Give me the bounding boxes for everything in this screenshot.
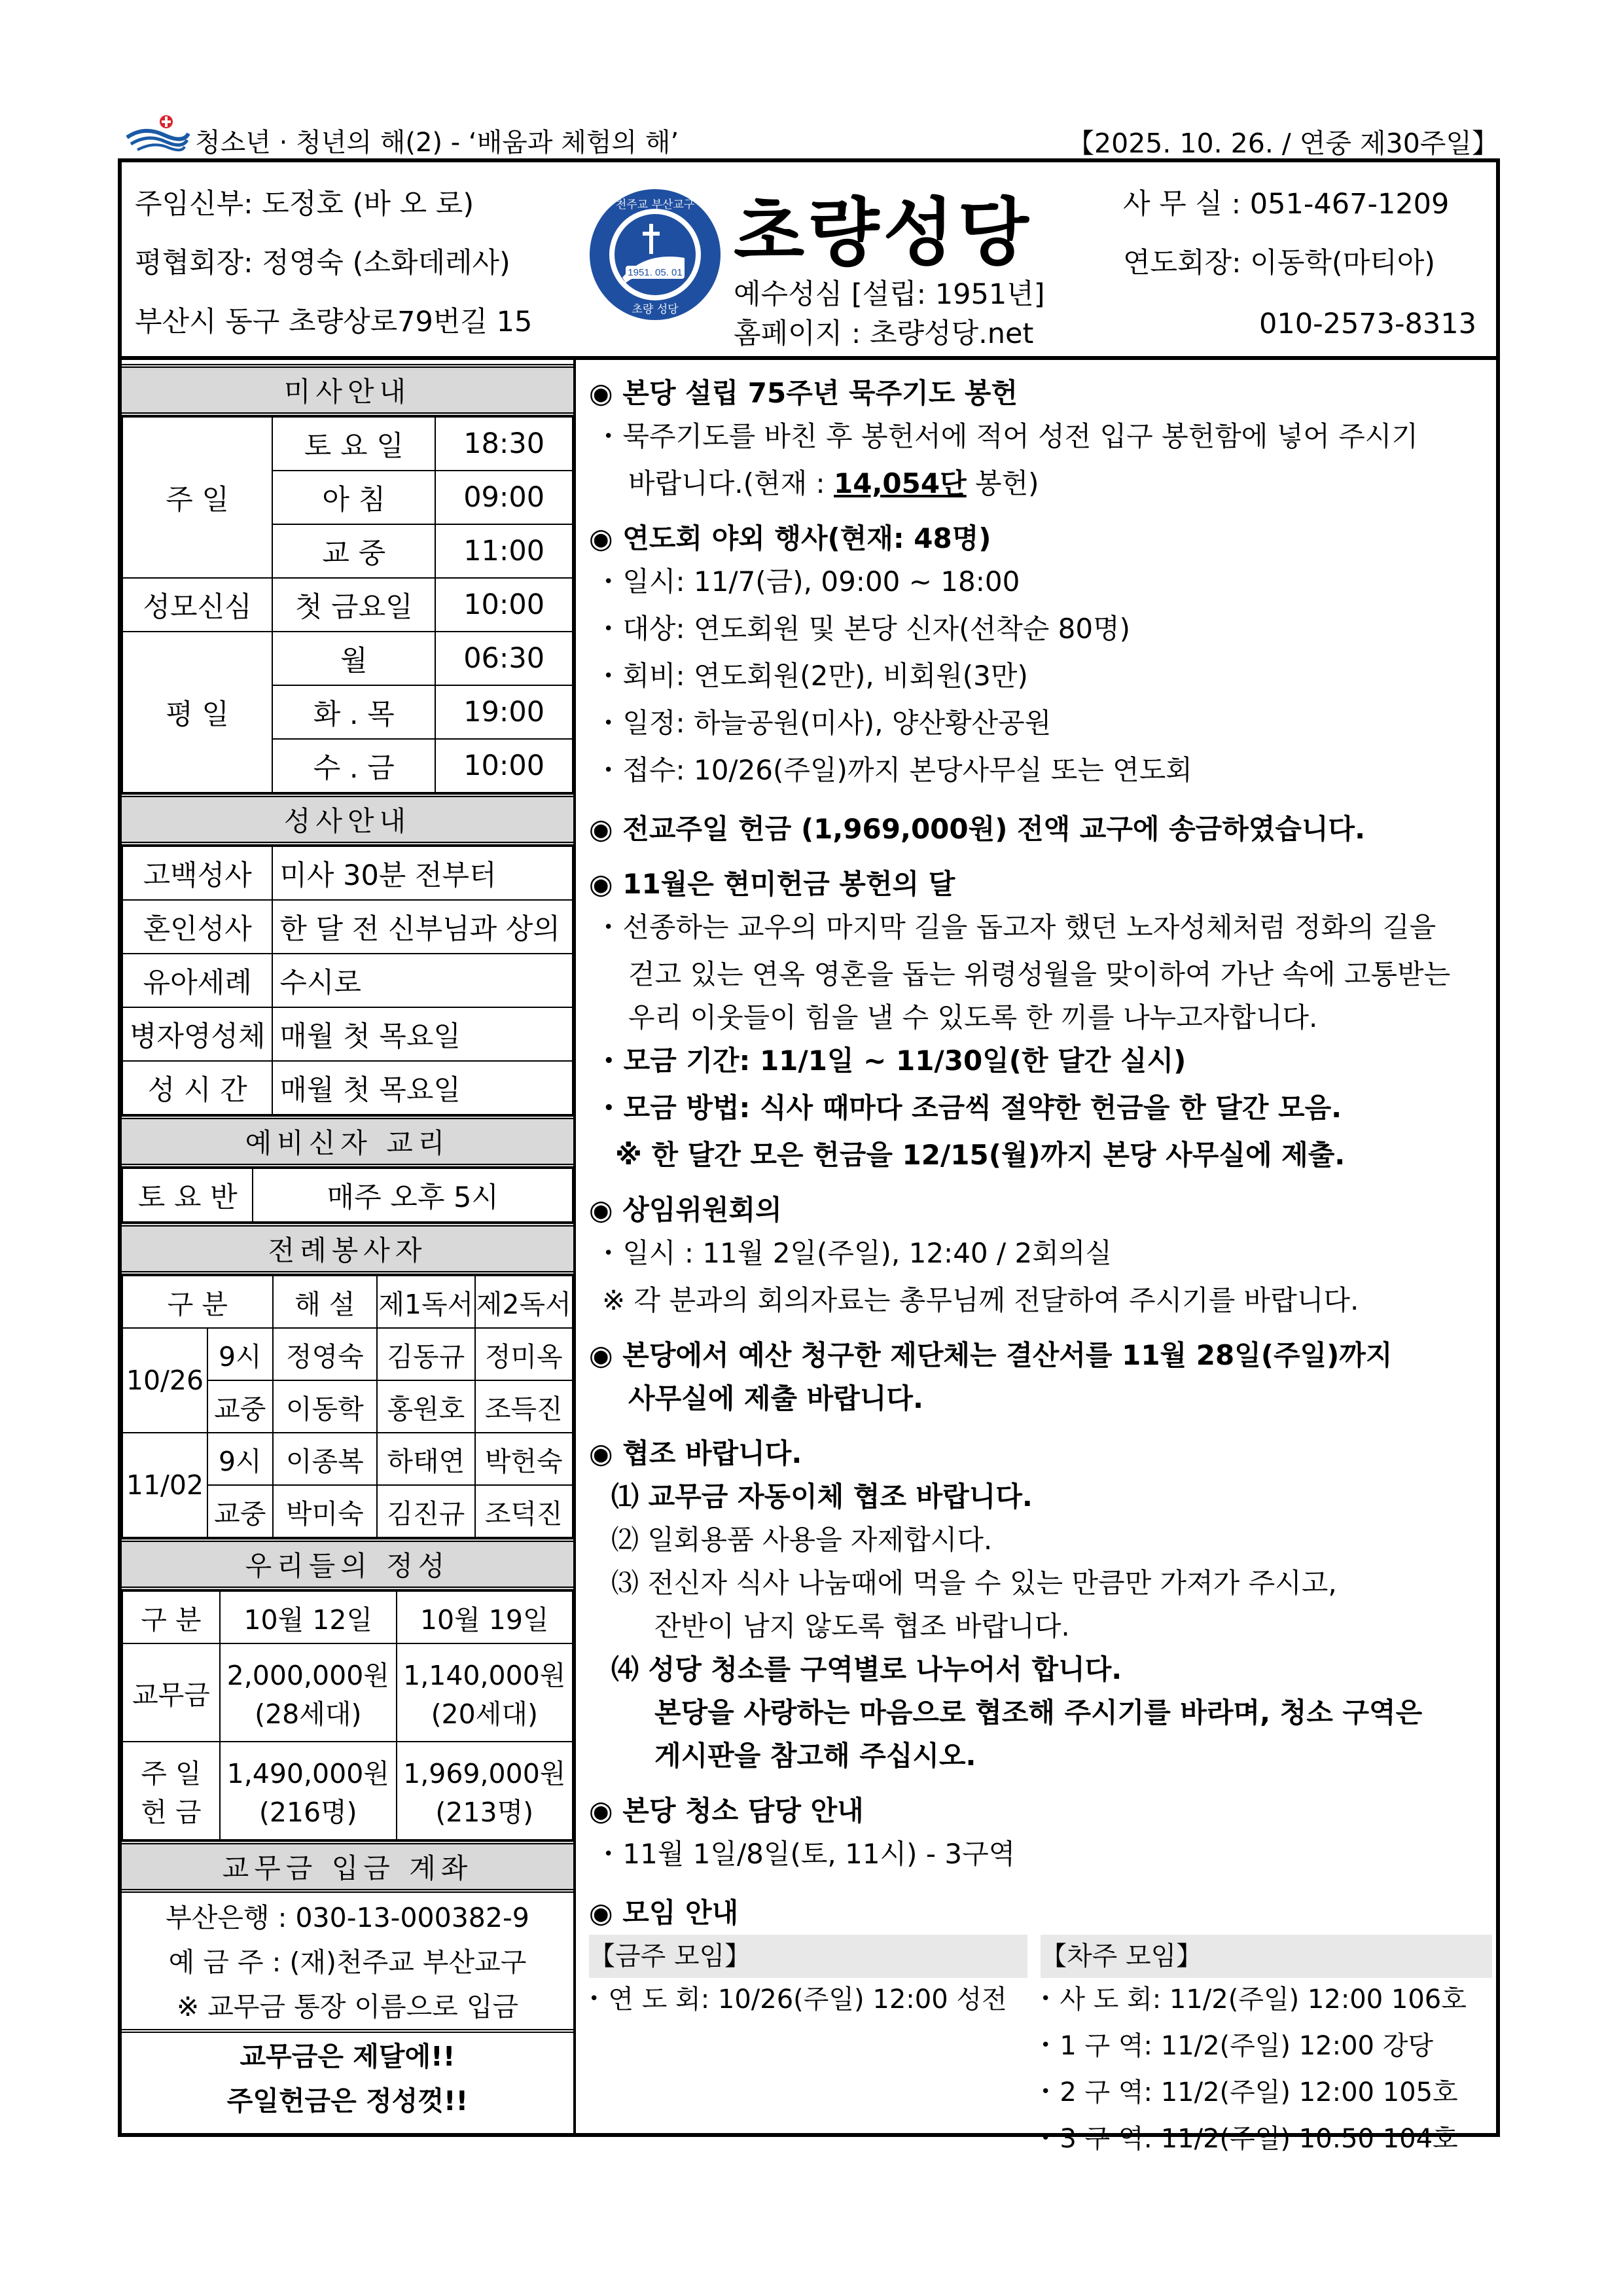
- offering-amount: 2,000,000원: [226, 1660, 389, 1691]
- notice-line: 본당을 사랑하는 마음으로 협조해 주시기를 바라며, 청소 구역은: [654, 1696, 1423, 1729]
- notice-line: • 회비: 연도회원(2만), 비회원(3만): [589, 655, 1492, 702]
- this-week-meetings: [589, 1935, 1041, 2164]
- notices-column: [589, 372, 1492, 2164]
- offering-count: (20세대): [431, 1698, 538, 1730]
- notice-heading: ◉ 협조 바랍니다.: [589, 1437, 802, 1469]
- mass-table: [122, 416, 573, 793]
- notice-heading: ◉ 상임위원회의: [589, 1194, 782, 1226]
- notice-heading: ◉ 모임 안내: [589, 1897, 739, 1929]
- slogan-line: 주일헌금은 정성껏!!: [226, 2085, 469, 2117]
- sacrament-label: 혼인성사: [122, 900, 272, 954]
- notice-line: ⑴ 교무금 자동이체 협조 바랍니다.: [611, 1480, 1033, 1513]
- notice-heading: ◉ 11월은 현미헌금 봉헌의 달: [589, 868, 955, 900]
- liturgy-cell: 9시: [207, 1328, 273, 1380]
- notice-line: 게시판을 참고해 주십시오.: [654, 1740, 976, 1772]
- mass-day: 수 . 금: [272, 739, 435, 793]
- offering-title: 우리들의 정성: [122, 1538, 573, 1590]
- council-line: 평협회장: 정영숙 (소화데레사): [135, 247, 510, 279]
- liturgy-cell: 조덕진: [475, 1485, 573, 1537]
- meeting-line: • 2 구 역: 11/2(주일) 12:00 105호: [1041, 2071, 1492, 2117]
- liturgy-cell: 박헌숙: [475, 1433, 573, 1485]
- mass-day: 토 요 일: [272, 417, 435, 471]
- notice-line: 잔반이 남지 않도록 협조 바랍니다.: [654, 1610, 1070, 1642]
- column-divider: [573, 359, 576, 2133]
- elder-phone: 010-2573-8313: [1259, 308, 1476, 340]
- top-line: [118, 118, 1499, 159]
- liturgy-cell: 김동규: [377, 1328, 474, 1380]
- parish-seal: [586, 186, 724, 323]
- notice-line: ⑶ 전신자 식사 나눔때에 먹을 수 있는 만큼만 가져가 주시고,: [611, 1567, 1337, 1599]
- offering-cell: [397, 1742, 573, 1840]
- mass-time: 11:00: [435, 524, 573, 578]
- homepage-link[interactable]: 홈페이지 : 초량성당.net: [734, 317, 1034, 350]
- offering-head: 10월 19일: [397, 1591, 573, 1643]
- left-column: [122, 364, 573, 2123]
- notice-heading: ◉ 본당 설립 75주년 묵주기도 봉헌: [589, 377, 1018, 409]
- mass-day: 월: [272, 632, 435, 685]
- notice-line: 사무실에 제출 바랍니다.: [628, 1382, 923, 1414]
- weekday-label: 평 일: [122, 632, 272, 793]
- catechism-table: [122, 1168, 573, 1223]
- notice-heading: ◉ 전교주일 헌금 (1,969,000원) 전액 교구에 송금하였습니다.: [589, 813, 1366, 845]
- liturgy-title: 전례봉사자: [122, 1223, 573, 1275]
- account-title: 교무금 입금 계좌: [122, 1840, 573, 1893]
- mass-time: 19:00: [435, 685, 573, 739]
- meeting-line: • 3 구 역: 11/2(주일) 10:50 104호: [1041, 2117, 1492, 2164]
- notice-text: 봉헌): [966, 467, 1039, 499]
- heart-label: 성모신심: [122, 578, 272, 632]
- notice-line: ※ 한 달간 모은 헌금을 12/15(월)까지 본당 사무실에 제출.: [615, 1139, 1346, 1171]
- notice-line: • 11월 1일/8일(토, 11시) - 3구역: [589, 1833, 1492, 1880]
- notice-line: ※ 각 분과의 회의자료는 총무님께 전달하여 주시기를 바랍니다.: [602, 1284, 1359, 1316]
- pastor-line: 주임신부: 도정호 (바 오 로): [135, 188, 474, 221]
- notice-heading: ◉ 본당 청소 담당 안내: [589, 1795, 864, 1827]
- liturgy-cell: 이종복: [273, 1433, 377, 1485]
- catechism-title: 예비신자 교리: [122, 1115, 573, 1168]
- offering-cell: [397, 1643, 573, 1742]
- sacrament-table: [122, 846, 573, 1115]
- liturgy-date: 10/26: [122, 1328, 207, 1433]
- next-week-meetings: [1041, 1935, 1492, 2164]
- account-info: [122, 1893, 573, 2029]
- notice-heading: ◉ 본당에서 예산 청구한 제단체는 결산서를 11월 28일(주일)까지: [589, 1339, 1393, 1371]
- sacrament-value: 수시로: [272, 954, 573, 1007]
- sacrament-label: 고백성사: [122, 846, 272, 900]
- mass-time: 09:00: [435, 471, 573, 524]
- offering-label-line: 주 일: [141, 1758, 202, 1789]
- offering-cell: [220, 1742, 396, 1840]
- sacrament-value: 미사 30분 전부터: [272, 846, 573, 900]
- liturgy-cell: 박미숙: [273, 1485, 377, 1537]
- seal-ring: 천주교 부산교구: [615, 198, 695, 211]
- notice-line: • 모금 방법: 식사 때마다 조금씩 절약한 헌금을 한 달간 모음.: [589, 1086, 1492, 1134]
- bulletin-header: [118, 158, 1500, 360]
- liturgy-cell: 김진규: [377, 1485, 474, 1537]
- notice-line: 걷고 있는 연옥 영혼을 돕는 위령성월을 맞이하여 가난 속에 고통받는: [628, 958, 1451, 990]
- offering-head: 구 분: [122, 1591, 220, 1643]
- patron-line: 예수성심 [설립: 1951년]: [734, 278, 1045, 311]
- next-week-head: 【차주 모임】: [1041, 1935, 1492, 1978]
- liturgy-table: [122, 1275, 573, 1538]
- meetings-grid: [589, 1935, 1492, 2164]
- offering-amount: 1,969,000원: [403, 1758, 566, 1789]
- catechism-label: 토 요 반: [122, 1168, 253, 1222]
- this-week-head: 【금주 모임】: [589, 1935, 1027, 1978]
- mass-time: 06:30: [435, 632, 573, 685]
- mass-time: 10:00: [435, 739, 573, 793]
- mass-time: 18:30: [435, 417, 573, 471]
- liturgy-cell: 이동학: [273, 1380, 377, 1433]
- rosary-count: 14,054단: [834, 467, 967, 499]
- bulletin-body: [118, 359, 1500, 2154]
- liturgy-cell: 하태연: [377, 1433, 474, 1485]
- sacrament-value: 매월 첫 목요일: [272, 1007, 573, 1061]
- liturgy-cell: 정미옥: [475, 1328, 573, 1380]
- catechism-value: 매주 오후 5시: [253, 1168, 573, 1222]
- offering-table: [122, 1590, 573, 1840]
- offering-amount: 1,490,000원: [226, 1758, 389, 1789]
- offering-count: (216명): [259, 1797, 357, 1828]
- liturgy-date: 11/02: [122, 1433, 207, 1537]
- office-phone: 사 무 실 : 051-467-1209: [1123, 188, 1450, 221]
- sacrament-label: 병자영성체: [122, 1007, 272, 1061]
- address-line: 부산시 동구 초량상로79번길 15: [135, 306, 533, 338]
- account-note: ※ 교무금 통장 이름으로 입금: [176, 1991, 519, 2022]
- issue-date: 【2025. 10. 26. / 연중 제30주일】: [1067, 128, 1499, 159]
- notice-line: • 일시: 11/7(금), 09:00 ~ 18:00: [589, 560, 1492, 607]
- elder-line: 연도회장: 이동학(마티아): [1123, 247, 1436, 279]
- liturgy-head: 구 분: [122, 1276, 273, 1328]
- account-bank: 부산은행 : 030-13-000382-9: [166, 1902, 529, 1933]
- notice-text: 바랍니다.(현재 :: [628, 467, 834, 499]
- seal-name: 초량 성당: [632, 303, 679, 316]
- liturgy-cell: 9시: [207, 1433, 273, 1485]
- sunday-label: 주 일: [122, 417, 272, 578]
- mass-day: 교 중: [272, 524, 435, 578]
- liturgy-head: 제2독서: [475, 1276, 573, 1328]
- sacrament-value: 한 달 전 신부님과 상의: [272, 900, 573, 954]
- liturgy-cell: 정영숙: [273, 1328, 377, 1380]
- seal-year: 1951. 05. 01: [628, 267, 683, 278]
- offering-label: [122, 1742, 220, 1840]
- notice-line: ⑷ 성당 청소를 구역별로 나누어서 합니다.: [611, 1653, 1122, 1685]
- notice-line: • 대상: 연도회원 및 본당 신자(선착순 80명): [589, 607, 1492, 655]
- notice-heading: ◉ 연도회 야외 행사(현재: 48명): [589, 522, 991, 554]
- notice-line: • 선종하는 교우의 마지막 길을 돕고자 했던 노자성체처럼 정화의 길을: [589, 906, 1492, 953]
- offering-label-line: 헌 금: [141, 1797, 202, 1828]
- offering-head: 10월 12일: [220, 1591, 396, 1643]
- notice-line: • 모금 기간: 11/1일 ~ 11/30일(한 달간 실시): [589, 1039, 1492, 1086]
- sacrament-value: 매월 첫 목요일: [272, 1061, 573, 1115]
- closing-slogan: [122, 2029, 573, 2123]
- liturgy-cell: 조득진: [475, 1380, 573, 1433]
- liturgy-cell: 홍원호: [377, 1380, 474, 1433]
- meeting-line: • 연 도 회: 10/26(주일) 12:00 성전: [589, 1978, 1041, 2024]
- notice-line: ⑵ 일회용품 사용을 자제합시다.: [611, 1524, 993, 1556]
- slogan-line: 교무금은 제달에!!: [240, 2041, 455, 2072]
- meeting-line: • 1 구 역: 11/2(주일) 12:00 강당: [1041, 2024, 1492, 2071]
- offering-count: (28세대): [255, 1698, 362, 1730]
- year-theme: 청소년 · 청년의 해(2) - ‘배움과 체험의 해’: [195, 128, 679, 158]
- liturgy-cell: 교중: [207, 1485, 273, 1537]
- sacrament-label: 성 시 간: [122, 1061, 272, 1115]
- offering-count: (213명): [435, 1797, 534, 1828]
- offering-cell: [220, 1643, 396, 1742]
- sacrament-label: 유아세례: [122, 954, 272, 1007]
- notice-line: • 접수: 10/26(주일)까지 본당사무실 또는 연도회: [589, 749, 1492, 796]
- liturgy-cell: 교중: [207, 1380, 273, 1433]
- offering-label: 교무금: [122, 1643, 220, 1742]
- notice-line: • 일시 : 11월 2일(주일), 12:40 / 2회의실: [589, 1232, 1492, 1279]
- offering-amount: 1,140,000원: [403, 1660, 566, 1691]
- liturgy-head: 제1독서: [377, 1276, 474, 1328]
- notice-line: [589, 462, 1492, 505]
- parish-title: 초량성당: [734, 190, 1033, 276]
- mass-day: 화 . 목: [272, 685, 435, 739]
- liturgy-head: 해 설: [273, 1276, 377, 1328]
- notice-line: 우리 이웃들이 힘을 낼 수 있도록 한 끼를 나누고자합니다.: [628, 1001, 1318, 1033]
- account-holder: 예 금 주 : (재)천주교 부산교구: [168, 1946, 527, 1978]
- mass-time: 10:00: [435, 578, 573, 632]
- mass-title: 미사안내: [122, 364, 573, 416]
- mass-day: 아 침: [272, 471, 435, 524]
- notice-line: • 일정: 하늘공원(미사), 양산황산공원: [589, 702, 1492, 749]
- meeting-line: • 사 도 회: 11/2(주일) 12:00 106호: [1041, 1978, 1492, 2024]
- notice-line: • 묵주기도를 바친 후 봉헌서에 적어 성전 입구 봉헌함에 넣어 주시기: [589, 415, 1492, 462]
- diocese-logo-icon: [124, 114, 190, 153]
- sacrament-title: 성사안내: [122, 793, 573, 846]
- mass-day: 첫 금요일: [272, 578, 435, 632]
